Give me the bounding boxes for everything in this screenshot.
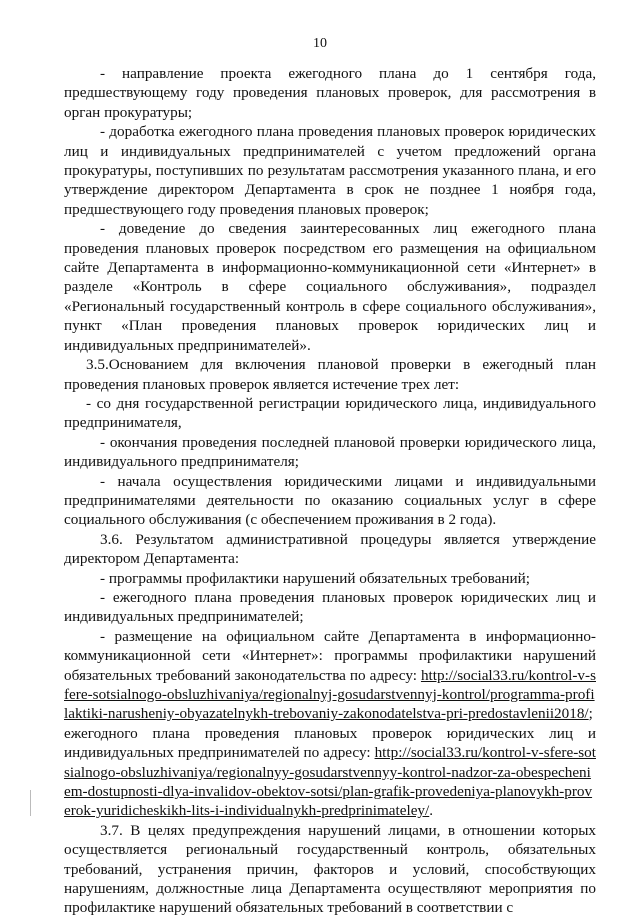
paragraph-registration: - со дня государственной регистрации юридического лица, индивидуального предпринимателя, [64, 394, 596, 432]
page-number: 10 [313, 36, 327, 51]
paragraph-annual-plan: - ежегодного плана проведения плановых проверок юридических лиц и индивидуальных предпринимателей; [64, 588, 596, 626]
document-body [64, 64, 596, 918]
paragraph-activity-start: - начала осуществления юридическими лицами и индивидуальными предпринимателями деятельности по оказанию социальных услуг в сфере социального обслуживания (с обеспечением проживания в 2 года). [64, 472, 596, 529]
paragraph-3-6: 3.6. Результатом административной процедуры является утверждение директором Департамента: [64, 530, 596, 568]
paragraph-plan-publication: - доведение до сведения заинтересованных лиц ежегодного плана проведения плановых проверок посредством его размещения на официальном сайте Департамента в информационно-коммуникационной сети «Интернет» в разделе «Контроль в сфере социального обслуживания», подраздел «Региональный государственный контроль в сфере социального обслуживания», пункт «План проведения плановых проверок юридических лиц и индивидуальных предпринимателей». [64, 220, 596, 354]
paragraph-prevention-program: - программы профилактики нарушений обязательных требований; [100, 569, 530, 587]
paragraph-plan-submission: - направление проекта ежегодного плана до 1 сентября года, предшествующему году проведения плановых проверок, для рассмотрения в орган прокуратуры; [64, 65, 596, 121]
paragraph-3-5: 3.5.Основанием для включения плановой проверки в ежегодный план проведения плановых проверок является истечение трех лет: [64, 356, 596, 393]
website-text-after: . [429, 802, 434, 820]
paragraph-plan-revision: - доработка ежегодного плана проведения плановых проверок юридических лиц и индивидуальных предпринимателей с учетом предложений органа прокуратуры, поступивших по результатам рассмотрения указанного плана, и его утверждение директором Департамента в срок не позднее 1 ноября года, предшествующего году проведения плановых проверок; [64, 123, 596, 218]
paragraph-last-inspection: - окончания проведения последней плановой проверки юридического лица, индивидуального предпринимателя; [64, 433, 596, 471]
paragraph-website-publication [64, 627, 596, 821]
website-text-middle: ; ежегодного плана проведения плановых проверок юридических лиц и индивидуальных предпринимателей по адресу: [64, 705, 596, 762]
inspection-plan-link[interactable]: http://social33.ru/kontrol-v-sfere-sotsialnogo-obsluzhivaniya/regionalnyy-gosudarstvennyy-kontrol-nadzor-za-obespecheniem-dostupnosti-dlya-invalidov-obektov-sotsi/plan-grafik-provedeniya-planovykh-proverok-yuridicheskikh-lits-i-individualnykh-predprinimateley/ [64, 744, 596, 820]
prevention-program-link[interactable]: http://social33.ru/kontrol-v-sfere-sotsialnogo-obsluzhivaniya/regionalnyj-gosudarstvennyj-kontrol/programma-profilaktiki-narusheniy-obyazatelnykh-trebovaniy-zakonodatelstva-pri-predostavlenii2018/ [64, 666, 596, 723]
paragraph-3-7: 3.7. В целях предупреждения нарушений лицами, в отношении которых осуществляется региональный государственный контроль, обязательных требований, устранения причин, факторов и условий, способствующих нарушениям, должностные лица Департамента осуществляют мероприятия по профилактике нарушений обязательных требований в соответствии с [64, 821, 596, 917]
scan-margin-mark [30, 790, 31, 816]
website-text-before: - размещение на официальном сайте Департамента в информационно-коммуникационной сети «Интернет»: программы профилактики нарушений обязательных требований законодательства по адресу: [64, 627, 596, 684]
